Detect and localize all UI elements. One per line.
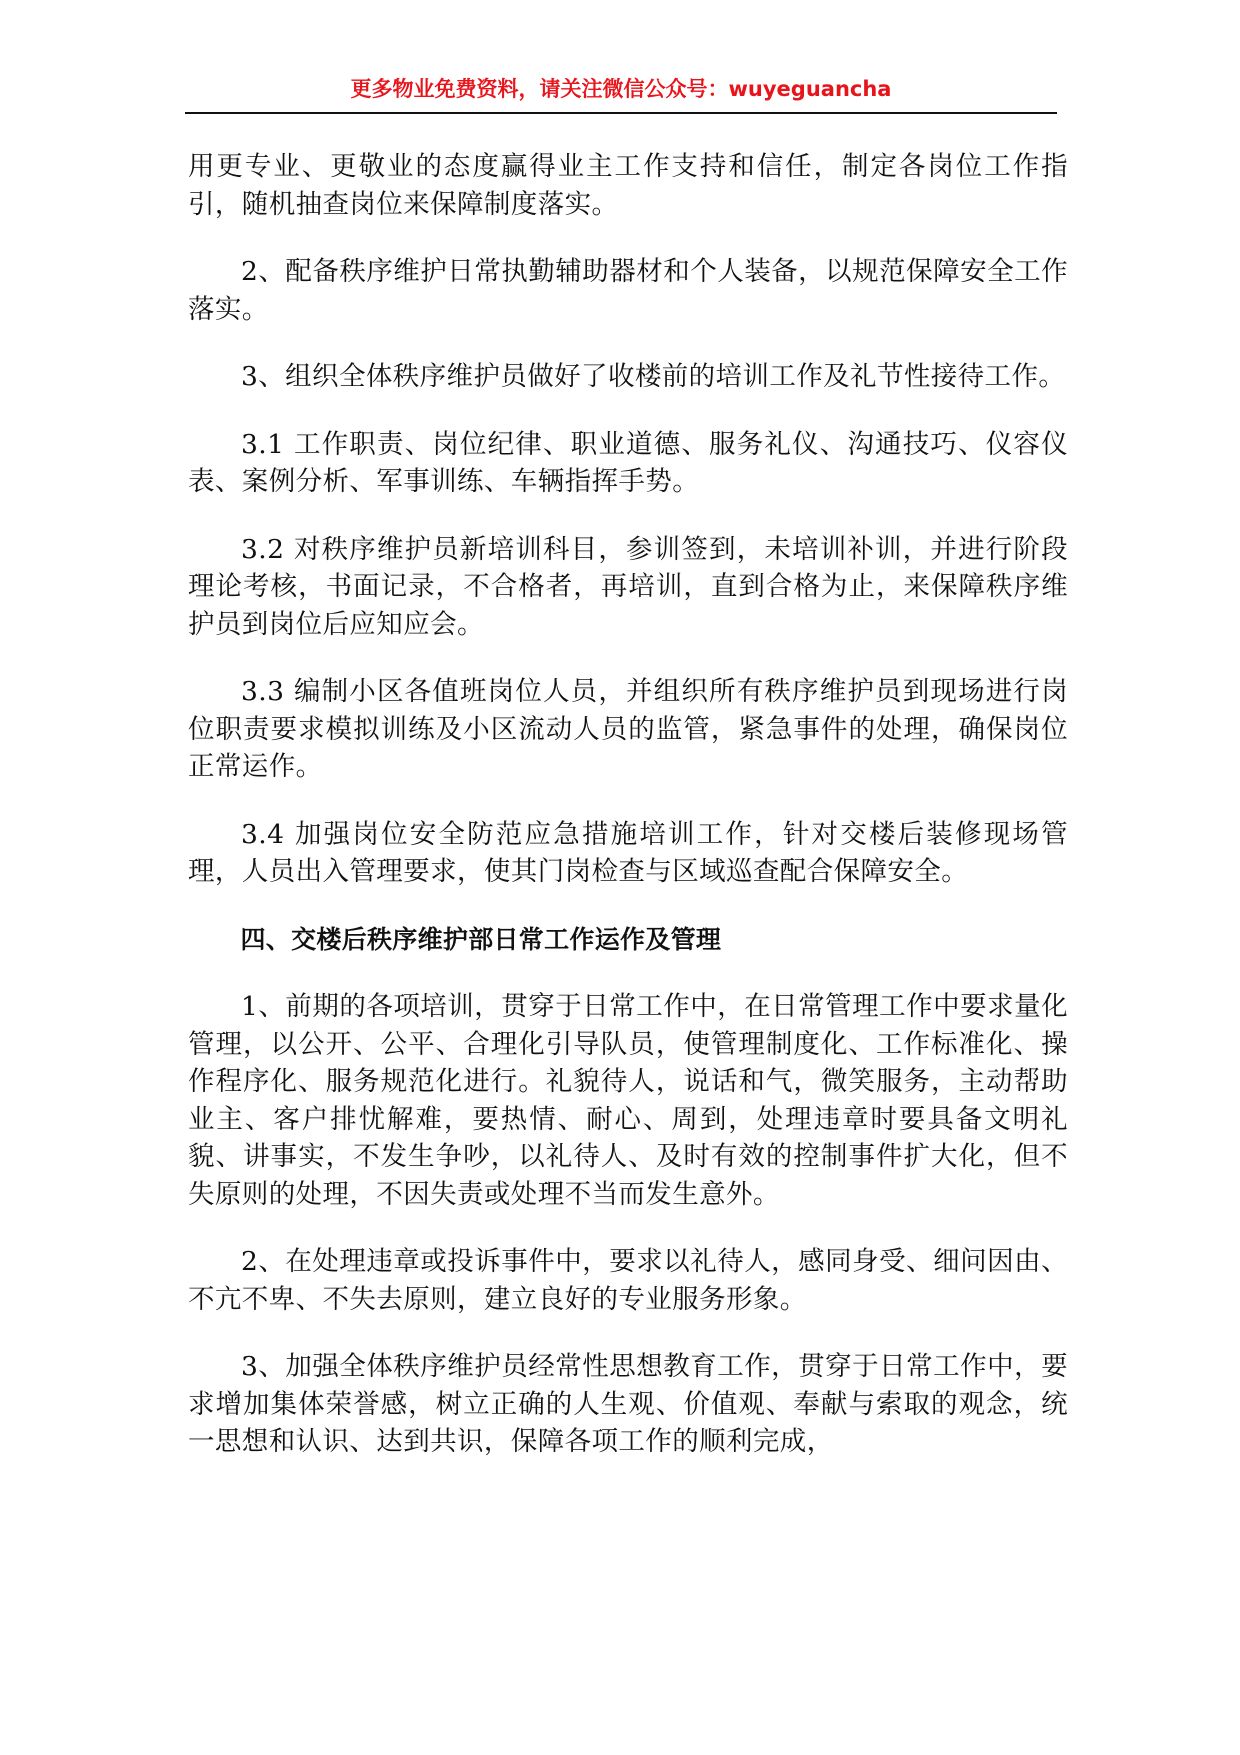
section-paragraph-2: 2、在处理违章或投诉事件中，要求以礼待人，感同身受、细问因由、不亢不卑、不失去原则，建立良好的专业服务形象。 bbox=[188, 1246, 1068, 1315]
document-body bbox=[188, 148, 1068, 1491]
section-paragraph-1: 1、前期的各项培训，贯穿于日常工作中，在日常管理工作中要求量化管理，以公开、公平、合理化引导队员，使管理制度化、工作标准化、操作程序化、服务规范化进行。礼貌待人，说话和气，微笑服务，主动帮助业主、客户排忧解难，要热情、耐心、周到，处理违章时要具备文明礼貌、讲事实，不发生争吵，以礼待人、及时有效的控制事件扩大化，但不失原则的处理，不因失责或处理不当而发生意外。 bbox=[188, 991, 1068, 1210]
paragraph-item-2: 2、配备秩序维护日常执勤辅助器材和个人装备，以规范保障安全工作落实。 bbox=[188, 256, 1068, 325]
paragraph-item-3-3: 3.3 编制小区各值班岗位人员，并组织所有秩序维护员到现场进行岗位职责要求模拟训练及小区流动人员的监管，紧急事件的处理，确保岗位正常运作。 bbox=[188, 676, 1068, 782]
header-divider bbox=[185, 112, 1057, 114]
paragraph-item-3-1: 3.1 工作职责、岗位纪律、职业道德、服务礼仪、沟通技巧、仪容仪表、案例分析、军事训练、车辆指挥手势。 bbox=[188, 428, 1068, 497]
paragraph-item-3-4: 3.4 加强岗位安全防范应急措施培训工作，针对交楼后装修现场管理，人员出入管理要求，使其门岗检查与区域巡查配合保障安全。 bbox=[188, 818, 1068, 887]
page-header-notice: 更多物业免费资料，请关注微信公众号：wuyeguancha bbox=[350, 77, 892, 101]
section-paragraph-3: 3、加强全体秩序维护员经常性思想教育工作，贯穿于日常工作中，要求增加集体荣誉感，树立正确的人生观、价值观、奉献与索取的观念，统一思想和认识、达到共识，保障各项工作的顺利完成， bbox=[188, 1351, 1068, 1457]
paragraph-continuation: 用更专业、更敬业的态度赢得业主工作支持和信任，制定各岗位工作指引，随机抽查岗位来保障制度落实。 bbox=[188, 151, 1068, 220]
paragraph-item-3-2: 3.2 对秩序维护员新培训科目，参训签到，未培训补训，并进行阶段理论考核，书面记录，不合格者，再培训，直到合格为止，来保障秩序维护员到岗位后应知应会。 bbox=[188, 533, 1068, 640]
paragraph-item-3: 3、组织全体秩序维护员做好了收楼前的培训工作及礼节性接待工作。 bbox=[241, 361, 1066, 392]
section-heading: 四、交楼后秩序维护部日常工作运作及管理 bbox=[240, 924, 722, 954]
